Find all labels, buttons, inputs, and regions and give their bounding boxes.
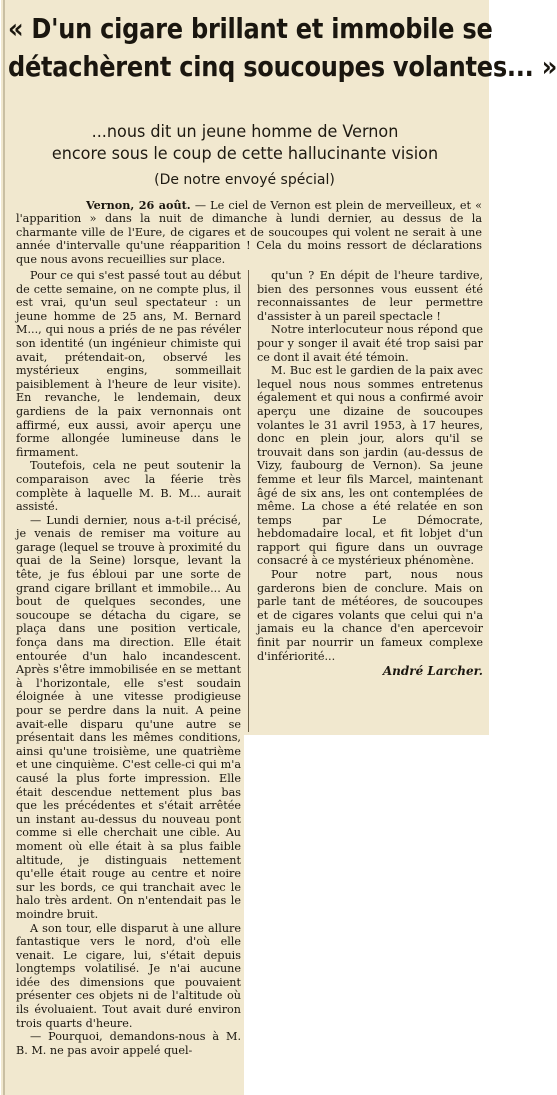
scan-edge-mark xyxy=(3,0,5,1095)
paragraph: Pour ce qui s'est passé tout au début de cette semaine, on ne compte plus, il est vrai, qu'un seul spectateur : un jeune homme de 25 ans, M. Bernard M..., qui nous a priés de ne pas révéler son identité (un ingénieur chimiste qui avait, prétendait-on, observé les mystérieux engins, sommeillait paisiblement à l'heure de leur visite). En revanche, le lendemain, deux gardiens de la paix vernonnais ont affirmé, eux aussi, avoir aperçu une forme allongée lumineuse dans le firmament. xyxy=(16,269,241,459)
paragraph: — Lundi dernier, nous a-t-il précisé, je venais de remiser ma voiture au garage (lequel se trouve à proximité du quai de la Seine) lorsque, levant la tête, je fus ébloui par une sorte de grand cigare brillant et immobile... Au bout de quelques secondes, une soucoupe se détacha du cigare, se plaça dans une position verticale, fonça dans ma direction. Elle était entourée d'un halo incandescent. Après s'être immobilisée en se mettant à l'horizontale, elle s'est soudain éloignée à une vitesse prodigieuse pour se perdre dans la nuit. A peine avait-elle disparu qu'une autre se présentait dans les mêmes conditions, ainsi qu'une troisième, une quatrième et une cinquième. C'est celle-ci qui m'a causé la plus forte impression. Elle était descendue nettement plus bas que les précédentes et s'était arrêtée un instant au-dessus du nouveau pont comme si elle cherchait une cible. Au moment où elle était à sa plus faible altitude, je distinguais nettement qu'elle était rouge au centre et noire sur les bords, ce qui tranchait avec le halo très ardent. On n'entendait pas le moindre bruit. xyxy=(16,513,241,921)
author-signature: André Larcher. xyxy=(382,664,483,679)
paragraph: qu'un ? En dépit de l'heure tardive, bien des personnes vous eussent été reconnaissantes de leur permettre d'assister à un pareil spectacle ! xyxy=(257,269,483,323)
paragraph: — Pourquoi, demandons-nous à M. B. M. ne pas avoir appelé quel- xyxy=(16,1030,241,1057)
paragraph: Notre interlocuteur nous répond que pour y songer il avait été trop saisi par ce dont il avait été témoin. xyxy=(257,323,483,364)
article-headline xyxy=(8,10,557,86)
lead-paragraph xyxy=(16,199,482,266)
paragraph: A son tour, elle disparut à une allure fantastique vers le nord, d'où elle venait. Le cigare, lui, s'était depuis longtemps volatilisé. Je n'ai aucune idée des dimensions que pouvaient présenter ces objets ni de l'altitude où ils évoluaient. Tout avait duré environ trois quarts d'heure. xyxy=(16,921,241,1030)
left-column xyxy=(16,269,241,1057)
headline-line-2: détachèrent cinq soucoupes volantes... » xyxy=(8,50,557,83)
clipping-cutout-area xyxy=(244,735,489,1095)
paragraph: M. Buc est le gardien de la paix avec lequel nous nous sommes entretenus également et qui nous a confirmé avoir aperçu une dizaine de soucoupes volantes le 31 avril 1953, à 17 heures, donc en plein jour, alors qu'il se trouvait dans son jardin (au-dessus de Vizy, faubourg de Vernon). Sa jeune femme et leur fils Marcel, maintenant âgé de six ans, les ont contemplées de même. La chose a été relatée en son temps par Le Démocrate, hebdomadaire local, et fit lobjet d'un rapport qui figure dans un ouvrage consacré à ce mystérieux phénomène. xyxy=(257,364,483,568)
article-subtitle xyxy=(13,121,477,165)
lead-text: — Le ciel de Vernon est plein de merveilleux, et « l'apparition » dans la nuit de dimanche à lundi dernier, au dessus de la charmante ville de l'Eure, de cigares et de soucoupes qui volent ne serait à une année d'intervalle qu'une réapparition ! Cela du moins ressort de déclarations que nous avons recueillies sur place. xyxy=(16,199,482,266)
subtitle-line-2: encore sous le coup de cette hallucinante vision xyxy=(51,144,439,163)
headline-line-1: « D'un cigare brillant et immobile se xyxy=(8,12,493,45)
subtitle-line-1: ...nous dit un jeune homme de Vernon xyxy=(91,122,399,141)
right-column xyxy=(257,269,483,679)
column-divider xyxy=(248,270,249,732)
paragraph: Pour notre part, nous nous garderons bien de conclure. Mais on parle tant de météores, de soucoupes et de cigares volants que celui qui n'a jamais eu la chance d'en apercevoir finit par nourrir un fameux complexe d'infériorité... xyxy=(257,568,483,663)
dateline: Vernon, 26 août. xyxy=(86,198,191,212)
paragraph: Toutefois, cela ne peut soutenir la comparaison avec la féerie très complète à laquelle M. B. M... aurait assisté. xyxy=(16,459,241,514)
byline-envoy: (De notre envoyé spécial) xyxy=(154,172,335,188)
